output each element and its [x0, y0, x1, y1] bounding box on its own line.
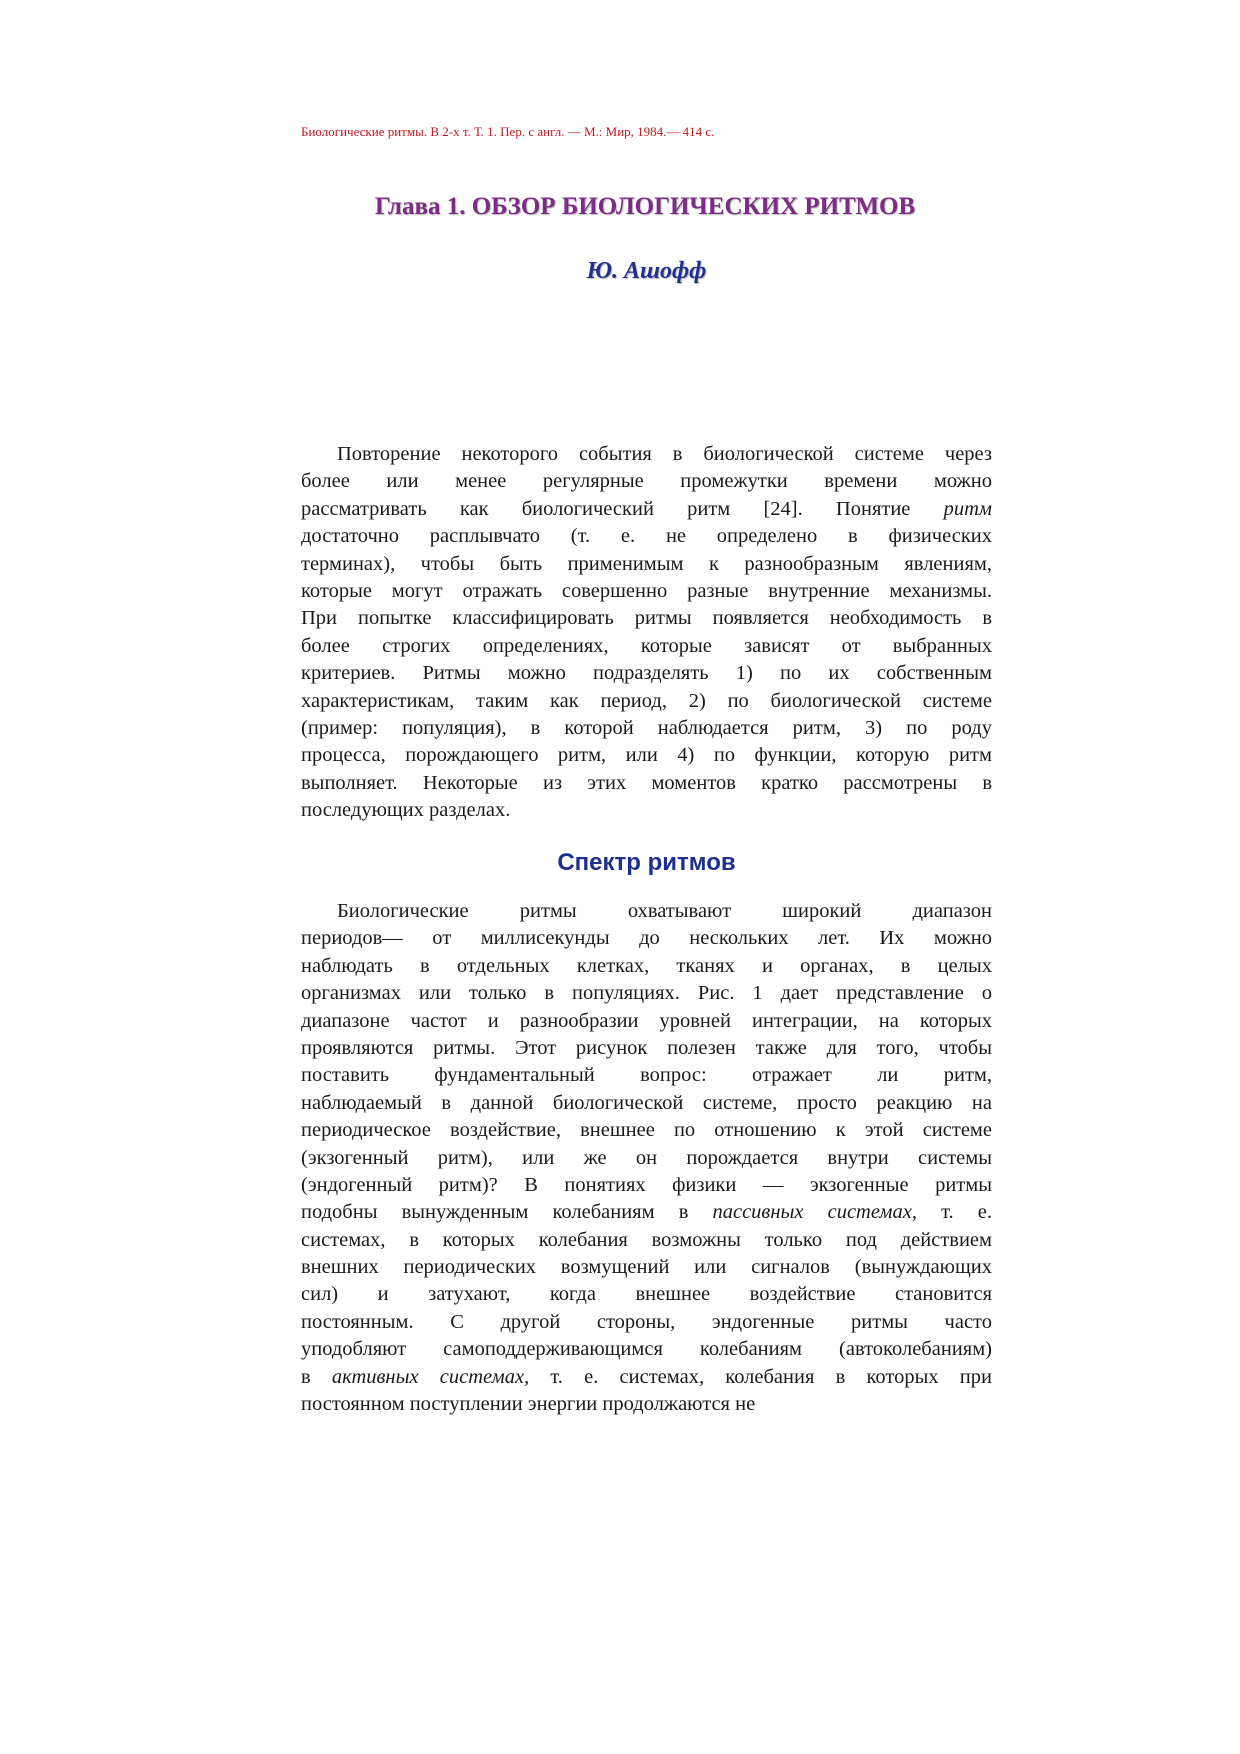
paragraph-line: (экзогенный ритм), или же он порождается внутри системы	[301, 1146, 992, 1169]
paragraph-line: наблюдать в отдельных клетках, тканях и органах, в целых	[301, 954, 992, 977]
paragraph-line: (эндогенный ритм)? В понятиях физики — экзогенные ритмы	[301, 1173, 992, 1196]
paragraph-line: постоянном поступлении энергии продолжаются не	[301, 1393, 756, 1416]
line-text: в	[301, 1365, 311, 1388]
paragraph-line: более или менее регулярные промежутки времени можно	[301, 470, 992, 493]
paragraph-line: Биологические ритмы охватывают широкий диапазон	[337, 900, 992, 922]
paragraph-line: поставить фундаментальный вопрос: отражает ли ритм,	[301, 1064, 992, 1087]
paragraph-line: характеристикам, таким как период, 2) по биологической системе	[301, 689, 992, 712]
line-text: рассматривать как биологический ритм [24]. Понятие	[301, 497, 911, 520]
intro-paragraph	[301, 441, 992, 824]
paragraph-line: выполняет. Некоторые из этих моментов кратко рассмотрены в	[301, 771, 992, 794]
paragraph-line: сил) и затухают, когда внешнее воздействие становится	[301, 1283, 992, 1306]
paragraph-line: более строгих определениях, которые зависят от выбранных	[301, 634, 992, 657]
section-paragraph	[301, 898, 992, 1418]
paragraph-line: терминах), чтобы быть применимым к разнообразным явлениям,	[301, 552, 992, 575]
paragraph-line: наблюдаемый в данной биологической системе, просто реакцию на	[301, 1091, 992, 1114]
paragraph-line: которые могут отражать совершенно разные внутренние механизмы.	[301, 579, 992, 602]
paragraph-line: Повторение некоторого события в биологической системе через	[337, 443, 992, 465]
bibliographic-citation: Биологические ритмы. В 2-х т. Т. 1. Пер. с англ. — М.: Мир, 1984.— 414 с.	[301, 124, 715, 139]
paragraph-line: организмах или только в популяциях. Рис. 1 дает представление о	[301, 982, 992, 1005]
paragraph-line: проявляются ритмы. Этот рисунок полезен также для того, чтобы	[301, 1036, 992, 1059]
section-heading: Спектр ритмов	[557, 849, 736, 876]
paragraph-line	[301, 1199, 992, 1226]
italic-term: пассивных системах,	[712, 1201, 917, 1224]
paragraph-line	[301, 1364, 992, 1391]
paragraph-line: последующих разделах.	[301, 799, 511, 822]
paragraph-line: постоянным. С другой стороны, эндогенные ритмы часто	[301, 1310, 992, 1333]
paragraph-line	[301, 496, 992, 523]
chapter-author: Ю. Ашофф	[586, 258, 707, 284]
paragraph-line: системах, в которых колебания возможны только под действием	[301, 1228, 992, 1251]
paragraph-line: внешних периодических возмущений или сигналов (вынуждающих	[301, 1256, 992, 1279]
paragraph-line: уподобляют самоподдерживающимся колебаниям (автоколебаниям)	[301, 1338, 992, 1361]
italic-term: ритм	[943, 497, 992, 520]
paragraph-line: диапазоне частот и разнообразии уровней интеграции, на которых	[301, 1009, 992, 1032]
italic-term: активных системах,	[331, 1365, 530, 1388]
paragraph-line: периодов— от миллисекунды до нескольких лет. Их можно	[301, 927, 992, 950]
paragraph-line: процесса, порождающего ритм, или 4) по функции, которую ритм	[301, 744, 992, 767]
line-text: т. е. системах, колебания в которых при	[550, 1365, 992, 1388]
line-text: т. е.	[941, 1201, 992, 1224]
paragraph-line: периодическое воздействие, внешнее по отношению к этой системе	[301, 1119, 992, 1142]
paragraph-line: критериев. Ритмы можно подразделять 1) по их собственным	[301, 662, 992, 685]
paragraph-line: достаточно расплывчато (т. е. не определено в физических	[301, 525, 992, 548]
chapter-title: Глава 1. ОБЗОР БИОЛОГИЧЕСКИХ РИТМОВ	[374, 193, 916, 220]
paragraph-line: (пример: популяция), в которой наблюдается ритм, 3) по роду	[301, 716, 992, 739]
paragraph-line: При попытке классифицировать ритмы появляется необходимость в	[301, 607, 992, 630]
line-text: подобны вынужденным колебаниям в	[301, 1201, 689, 1224]
